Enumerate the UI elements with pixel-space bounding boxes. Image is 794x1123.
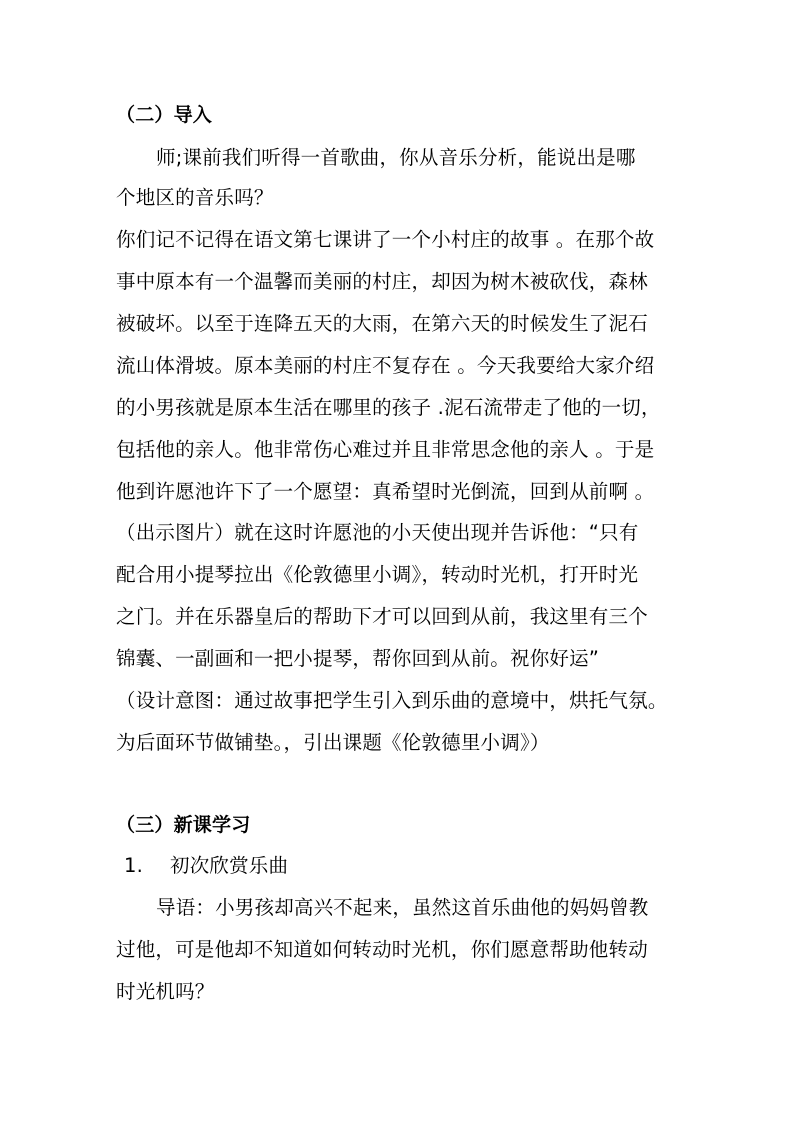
section-heading-intro: （二）导入: [116, 104, 213, 126]
list-item-title: 初次欣赏乐曲: [170, 854, 289, 877]
paragraph-line: 锦囊、一副画和一把小提琴，帮你回到从前。祝你好运”: [116, 647, 600, 670]
paragraph-line: 你们记不记得在语文第七课讲了一个小村庄的故事 。在那个故: [116, 228, 655, 251]
paragraph-line: 导语：小男孩却高兴不起来，虽然这首乐曲他的妈妈曾教: [156, 896, 649, 919]
section-heading-new-lesson: （三）新课学习: [116, 814, 251, 836]
paragraph-line: 包括他的亲人。他非常伤心难过并且非常思念他的亲人 。于是: [116, 438, 655, 461]
paragraph-line: 的小男孩就是原本生活在哪里的孩子 .泥石流带走了他的一切，: [116, 396, 661, 419]
list-item-number: 1.: [124, 854, 144, 877]
design-intent-line: 为后面环节做铺垫。，引出课题《伦敦德里小调》）: [116, 731, 550, 754]
design-intent-line: （设计意图：通过故事把学生引入到乐曲的意境中，烘托气氛。: [116, 689, 668, 712]
paragraph-line: 个地区的音乐吗？: [116, 186, 274, 209]
paragraph-line: 之门。并在乐器皇后的帮助下才可以回到从前，我这里有三个: [116, 605, 648, 628]
paragraph-line: 师;课前我们听得一首歌曲，你从音乐分析，能说出是哪: [156, 146, 636, 169]
paragraph-line: 过他，可是他却不知道如何转动时光机，你们愿意帮助他转动: [116, 938, 648, 961]
paragraph-line: 时光机吗？: [116, 980, 215, 1003]
paragraph-line: 被破坏。以至于连降五天的大雨，在第六天的时候发生了泥石: [116, 312, 648, 335]
paragraph-line: 事中原本有一个温馨而美丽的村庄，却因为树木被砍伐，森林: [116, 270, 648, 293]
paragraph-line: 配合用小提琴拉出《伦敦德里小调》，转动时光机，打开时光: [116, 563, 639, 586]
paragraph-line: 他到许愿池许下了一个愿望：真希望时光倒流，回到从前啊 。: [116, 480, 655, 503]
paragraph-line: 流山体滑坡。原本美丽的村庄不复存在 。今天我要给大家介绍: [116, 354, 655, 377]
paragraph-line: （出示图片）就在这时许愿池的小天使出现并告诉他：“只有: [116, 521, 639, 544]
